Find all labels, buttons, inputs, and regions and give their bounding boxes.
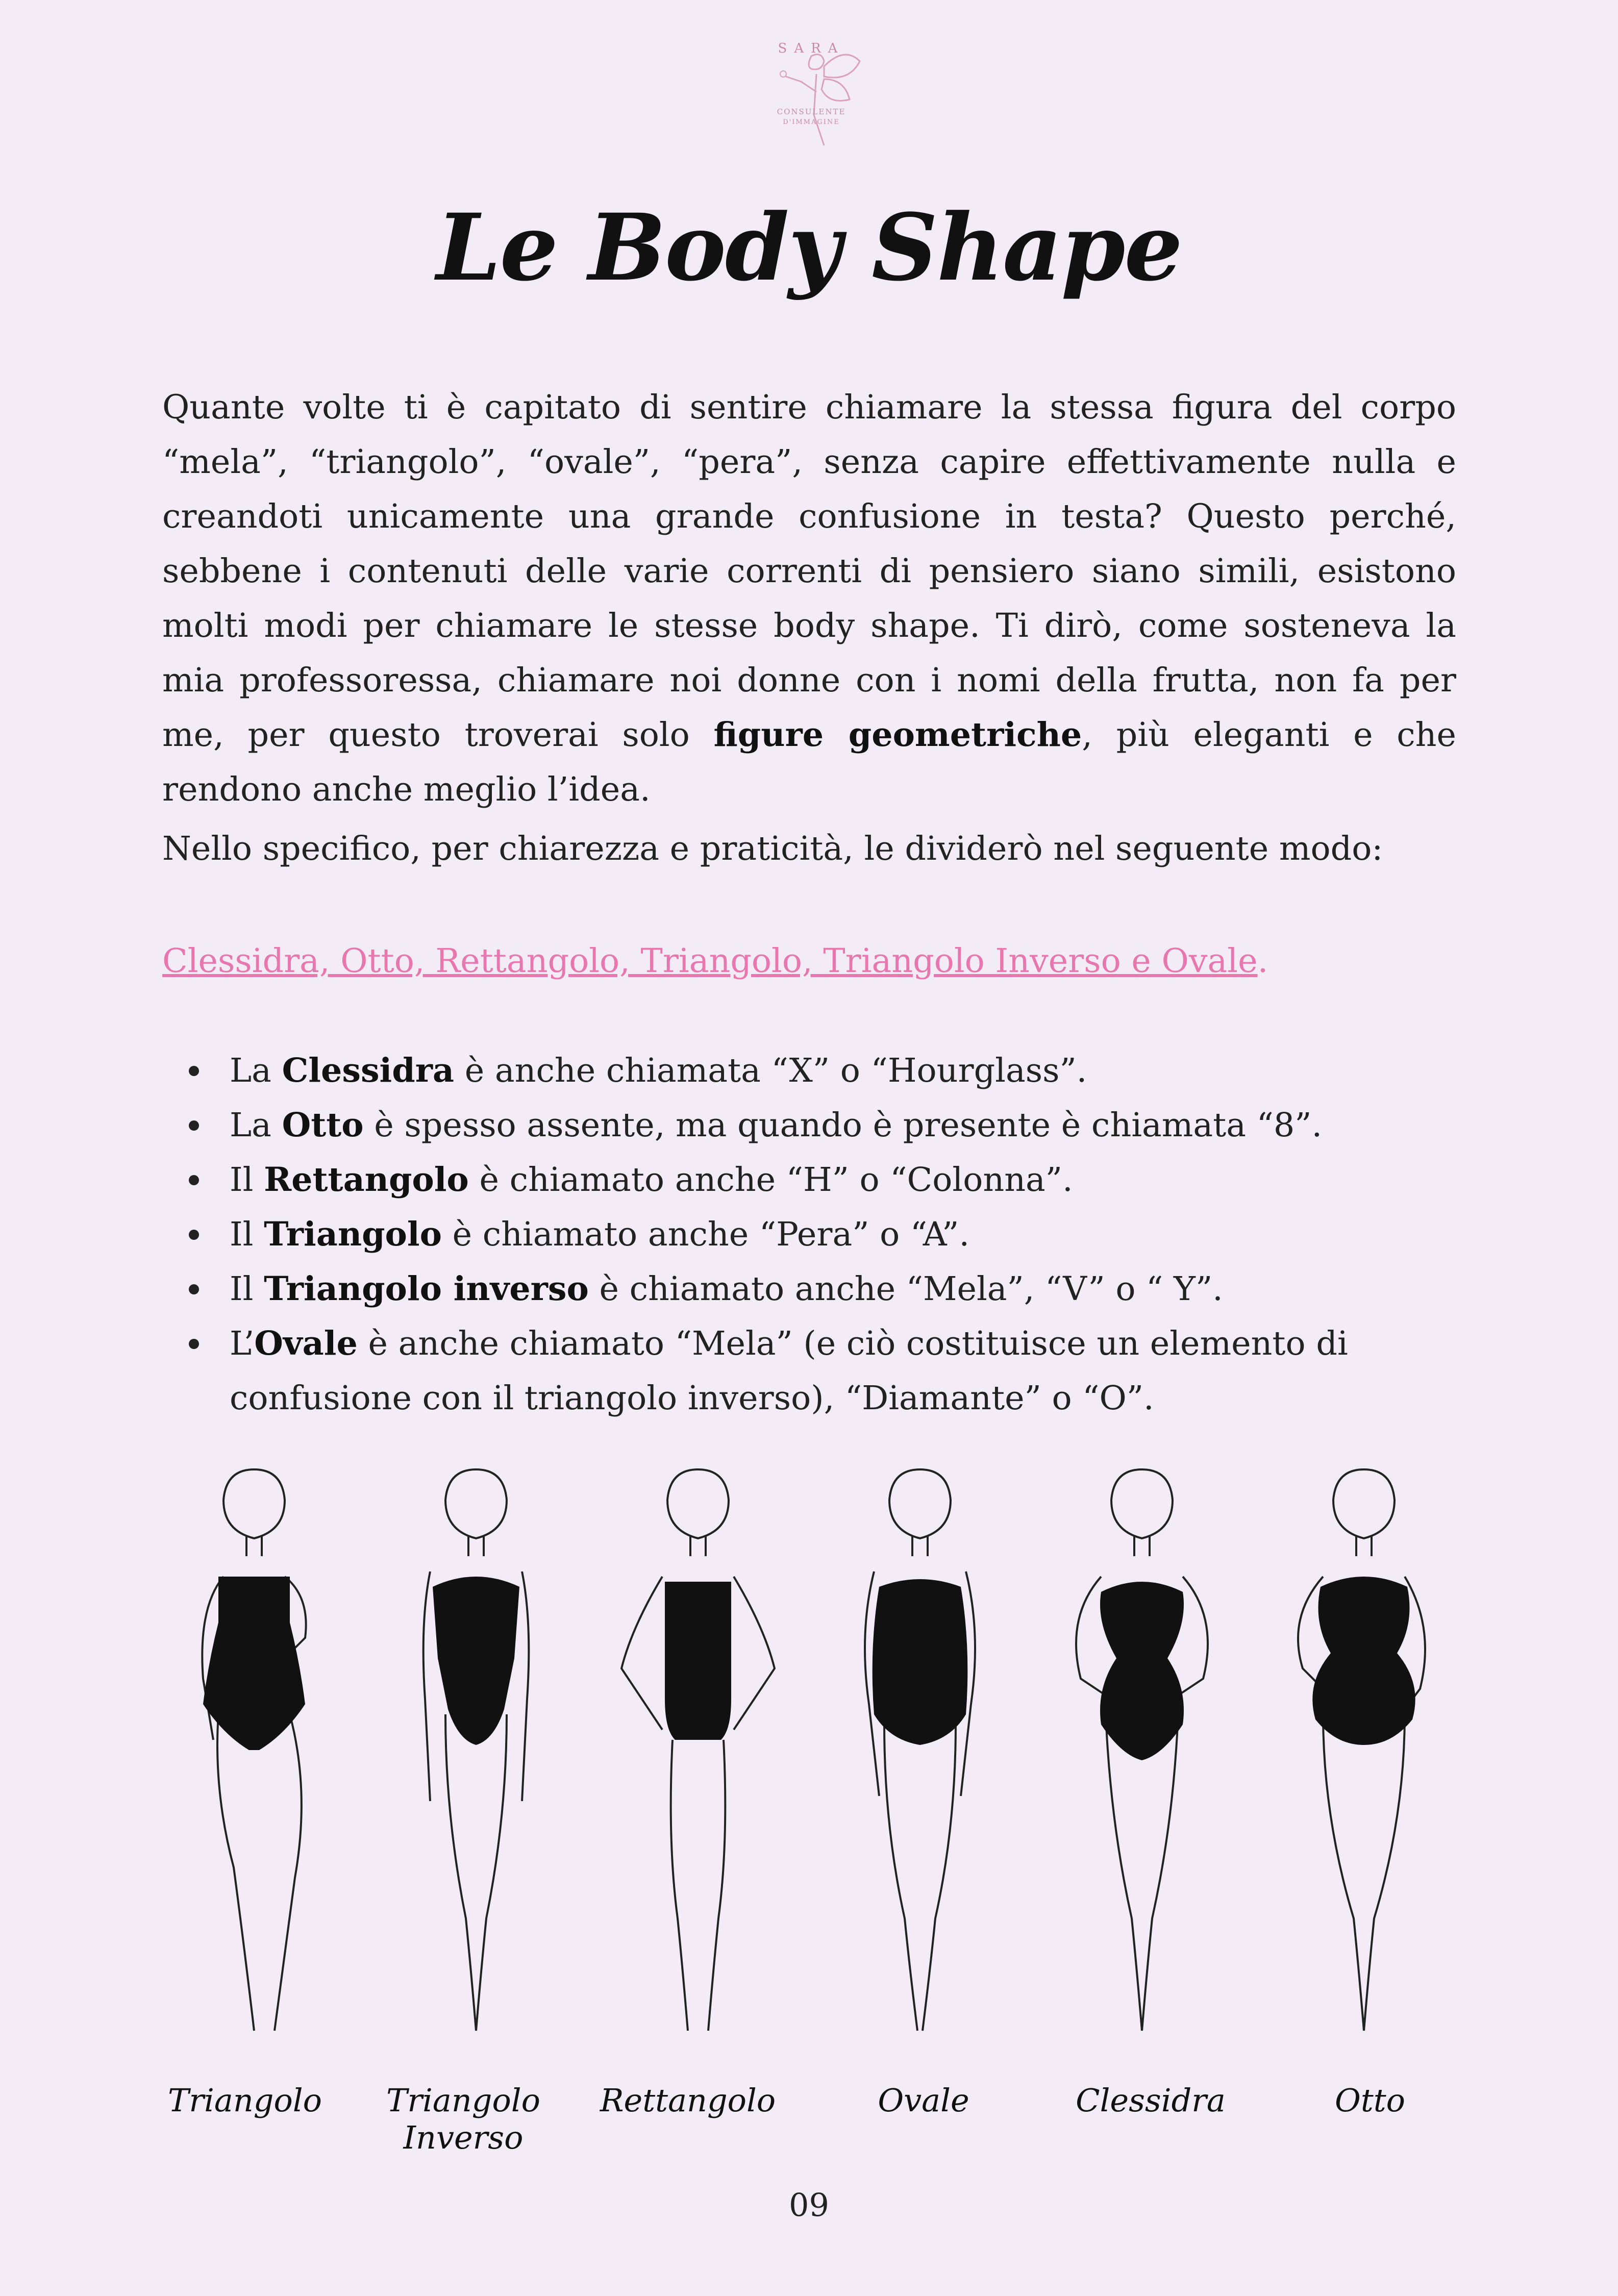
figure-triangolo-inverso bbox=[384, 1459, 568, 2072]
page-number: 09 bbox=[789, 2186, 829, 2224]
shapes-link-text[interactable]: Clessidra, Otto, Rettangolo, Triangolo, Triangolo Inverso e Ovale bbox=[162, 942, 1258, 980]
logo bbox=[735, 26, 888, 168]
intro-bold: figure geometriche bbox=[713, 715, 1082, 754]
page-title: Le Body Shape bbox=[436, 194, 1182, 302]
figure-label: Otto bbox=[1335, 2082, 1405, 2119]
body-shape-figures bbox=[162, 1459, 1456, 2072]
woman-figure-icon bbox=[384, 1459, 568, 2072]
shape-aliases-list bbox=[162, 1043, 1456, 1426]
bullet-description: è anche chiamata “X” o “Hourglass”. bbox=[454, 1052, 1087, 1090]
logo-subtitle-2: D'IMMAGINE bbox=[783, 118, 840, 126]
bullet-shape-name: Triangolo inverso bbox=[264, 1269, 589, 1308]
intro-paragraph bbox=[162, 380, 1456, 817]
bullet-shape-name: Otto bbox=[282, 1106, 364, 1144]
bullet-prefix: La bbox=[230, 1106, 282, 1144]
figure-label: Triangolo Inverso bbox=[386, 2082, 540, 2156]
figure-label: Triangolo bbox=[168, 2082, 322, 2119]
figure-label: Clessidra bbox=[1076, 2082, 1226, 2119]
bullet-prefix: Il bbox=[230, 1215, 264, 1254]
woman-figure-icon bbox=[1272, 1459, 1456, 2072]
list-item bbox=[162, 1207, 1456, 1262]
bullet-prefix: L’ bbox=[230, 1325, 255, 1363]
division-paragraph: Nello specifico, per chiarezza e praticità, le dividerò nel seguente modo: bbox=[162, 830, 1383, 868]
logo-subtitle-1: CONSULENTE bbox=[777, 107, 846, 116]
bullet-prefix: La bbox=[230, 1052, 282, 1090]
figure-label: Ovale bbox=[878, 2082, 969, 2119]
list-item bbox=[162, 1153, 1456, 1207]
woman-figure-icon bbox=[162, 1459, 346, 2072]
bullet-prefix: Il bbox=[230, 1161, 264, 1199]
figure-clessidra bbox=[1050, 1459, 1234, 2072]
figure-label: Rettangolo bbox=[600, 2082, 776, 2119]
bullet-description: è chiamato anche “H” o “Colonna”. bbox=[468, 1161, 1073, 1199]
bullet-description: è spesso assente, ma quando è presente è chiamata “8”. bbox=[363, 1106, 1323, 1144]
figure-triangolo bbox=[162, 1459, 346, 2072]
intro-text: Quante volte ti è capitato di sentire chiamare la stessa figura del corpo “mela”, “triangolo”, “ovale”, “pera”, senza capire effettivamente nulla e creandoti unicamente una grande confusione in testa? Questo perché, sebbene i contenuti delle varie correnti di pensiero siano simili, esistono molti modi per chiamare le stesse body shape. Ti dirò, come sosteneva la mia professoressa, chiamare noi donne con i nomi della frutta, non fa per me, per questo troverai solo bbox=[162, 388, 1456, 754]
woman-figure-icon bbox=[828, 1459, 1012, 2072]
bullet-prefix: Il bbox=[230, 1270, 264, 1308]
bullet-shape-name: Rettangolo bbox=[264, 1160, 469, 1199]
bullet-shape-name: Ovale bbox=[254, 1324, 358, 1363]
bullet-description: è chiamato anche “Mela”, “V” o “ Y”. bbox=[588, 1270, 1223, 1308]
bullet-shape-name: Triangolo bbox=[264, 1215, 442, 1254]
list-item bbox=[162, 1043, 1456, 1098]
list-item bbox=[162, 1262, 1456, 1316]
figure-otto bbox=[1272, 1459, 1456, 2072]
shapes-link-end: . bbox=[1257, 942, 1268, 980]
woman-figure-icon bbox=[1050, 1459, 1234, 2072]
figure-rettangolo bbox=[606, 1459, 790, 2072]
shapes-link[interactable] bbox=[162, 934, 1268, 988]
list-item bbox=[162, 1098, 1456, 1153]
intro-tail: , più eleganti e che rendono anche meglio l’idea. bbox=[162, 716, 1457, 809]
bullet-shape-name: Clessidra bbox=[282, 1051, 455, 1090]
list-item bbox=[162, 1316, 1456, 1426]
logo-name: SARA bbox=[778, 41, 845, 56]
woman-figure-icon bbox=[606, 1459, 790, 2072]
figure-ovale bbox=[828, 1459, 1012, 2072]
bullet-description: è anche chiamato “Mela” (e ciò costituisce un elemento di confusione con il triangolo inverso), “Diamante” o “O”. bbox=[230, 1325, 1348, 1417]
bullet-description: è chiamato anche “Pera” o “A”. bbox=[441, 1215, 970, 1254]
